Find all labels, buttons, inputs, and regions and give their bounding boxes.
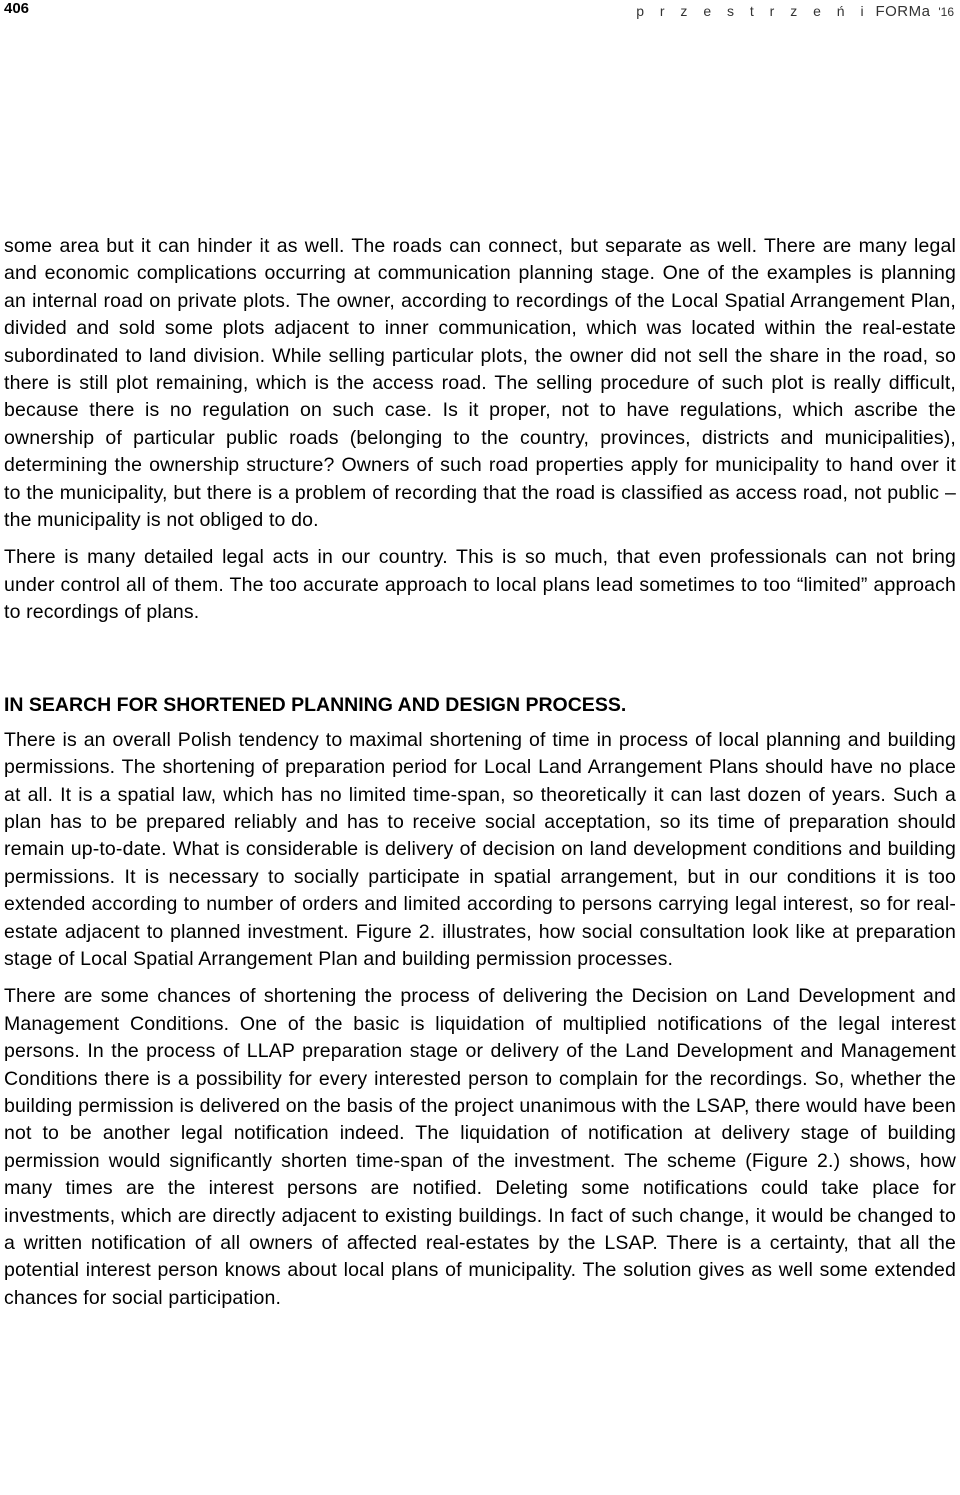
journal-name-spaced: p r z e s t r z e ń i [636, 3, 870, 19]
body-paragraph-shortening: There is an overall Polish tendency to maximal shortening of time in process of local planning and building permissions. The shortening of preparation period for Local Land Arrangement Plans should have no place at all. It is a spatial law, which has no limited time-span, so theoretically it can last dozen of years. Such a plan has to be prepared reliably and has to receive social acceptation, so its time of preparation should remain up-to-date. What is considerable is delivery of decision on land development conditions and building permissions. It is necessary to socially participate in spatial arrangement, but in our conditions it is too extended according to number of orders and limited according to persons carrying legal interest, so for real-estate adjacent to planned investment. Figure 2. illustrates, how social consultation look like at preparation stage of Local Spatial Arrangement Plan and building permission processes. [4, 728, 956, 970]
body-paragraph-legal-acts: There is many detailed legal acts in our country. This is so much, that even professionals can not bring under control all of them. The too accurate approach to local plans lead sometimes to too “limited” approach to recordings of plans. [4, 546, 956, 624]
page-header [0, 0, 960, 22]
page-number: 406 [4, 0, 30, 17]
journal-year: '16 [938, 5, 954, 19]
journal-name-forma: FORMa [875, 3, 931, 20]
body-paragraph-roads: some area but it can hinder it as well. The roads can connect, but separate as well. There are many legal and economic complications occurring at communication planning stage. One of the examples is planning an internal road on private plots. The owner, according to recordings of the Local Spatial Arrangement Plan, divided and sold some plots adjacent to inner communication, which was located within the real-estate subordinated to land division. While selling particular plots, the owner did not sell the share in the road, so there is still plot remaining, which is the access road. The selling procedure of such plot is really difficult, because there is no regulation on such case. Is it proper, not to have regulations, which ascribe the ownership of particular public roads (belonging to the country, provinces, districts and municipalities), determining the ownership structure? Owners of such road properties apply for municipality to hand over it to the municipality, but there is a problem of recording that the road is classified as access road, not public – the municipality is not obliged to do. [4, 235, 956, 532]
section-heading: IN SEARCH FOR SHORTENED PLANNING AND DESIGN PROCESS. [4, 693, 627, 716]
body-paragraph-notifications: There are some chances of shortening the process of delivering the Decision on Land Development and Management Conditions. One of the basic is liquidation of multiplied notifications of the legal interest persons. In the process of LLAP preparation stage or delivery of the Land Development and Management Conditions there is a possibility for every interested person to complain for the recordings. So, whether the building permission is delivered on the basis of the project unanimous with the LSAP, there would have been not to be another legal notification indeed. The liquidation of notification at delivery stage of building permission would significantly shorten time-span of the investment. The scheme (Figure 2.) shows, how many times are the interest persons are notified. Deleting some notifications could take place for investments, which are directly adjacent to existing buildings. In fact of such change, it would be changed to a written notification of all owners of affected real-estates by the LSAP. There is a certainty, that all the potential interest person knows about local plans of municipality. The solution gives as well some extended chances for social participation. [4, 985, 956, 1309]
running-title [636, 2, 954, 21]
article-body [4, 233, 956, 1312]
